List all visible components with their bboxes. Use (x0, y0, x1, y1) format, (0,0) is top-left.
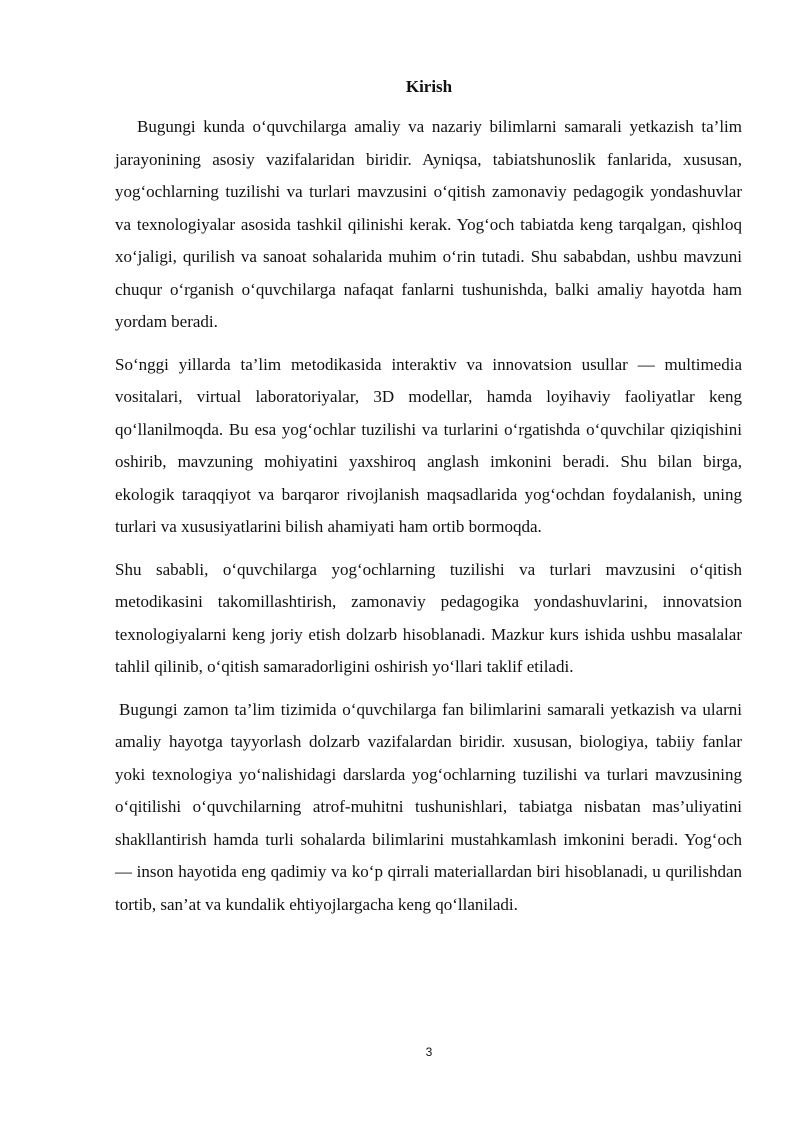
section-title: Kirish (405, 77, 453, 96)
page-number: 3 (425, 1045, 433, 1059)
paragraph-1: Bugungi kunda o‘quvchilarga amaliy va nazariy bilimlarni samarali yetkazish ta’lim jarayonining asosiy vazifalaridan biridir. Ayniqsa, tabiatshunoslik fanlarida, xususan, yog‘ochlarning tuzilishi va turlari mavzusini o‘qitish zamonaviy pedagogik yondashuvlar va texnologiyalar asosida tashkil qilinishi kerak. Yog‘och tabiatda keng tarqalgan, qishloq xo‘jaligi, qurilish va sanoat sohalarida muhim o‘rin tutadi. Shu sababdan, ushbu mavzuni chuqur o‘rganish o‘quvchilarga nafaqat fanlarni tushunishda, balki amaliy hayotda ham yordam beradi. (115, 117, 742, 331)
paragraph-3: Shu sababli, o‘quvchilarga yog‘ochlarning tuzilishi va turlari mavzusini o‘qitish metodikasini takomillashtirish, zamonaviy pedagogika yondashuvlarini, innovatsion texnologiyalarni keng joriy etish dolzarb hisoblanadi. Mazkur kurs ishida ushbu masalalar tahlil qilinib, o‘qitish samaradorligini oshirish yo‘llari taklif etiladi. (115, 559, 742, 676)
paragraph-4: Bugungi zamon ta’lim tizimida o‘quvchilarga fan bilimlarini samarali yetkazish va ularni amaliy hayotga tayyorlash dolzarb vazifalardan biridir. xususan, biologiya, tabiiy fanlar yoki texnologiya yo‘nalishidagi darslarda yog‘ochlarning tuzilishi va turlari mavzusining o‘qitilishi o‘quvchilarning atrof-muhitni tushunishlari, tabiatga nisbatan mas’uliyatini shakllantirish hamda turli sohalarda bilimlarini mustahkamlash imkonini beradi. Yog‘och — inson hayotida eng qadimiy va ko‘p qirrali materiallardan biri hisoblanadi, u qurilishdan tortib, san’at va kundalik ehtiyojlargacha keng qo‘llaniladi. (115, 699, 742, 914)
paragraph-2: So‘nggi yillarda ta’lim metodikasida interaktiv va innovatsion usullar — multimedia vositalari, virtual laboratoriyalar, 3D modellar, hamda loyihaviy faoliyatlar keng qo‘llanilmoqda. Bu esa yog‘ochlar tuzilishi va turlarini o‘rgatishda o‘quvchilar qiziqishini oshirib, mavzuning mohiyatini yaxshiroq anglash imkonini beradi. Shu bilan birga, ekologik taraqqiyot va barqaror rivojlanish maqsadlarida yog‘ochdan foydalanish, uning turlari va xususiyatlarini bilish ahamiyati ham ortib bormoqda. (115, 354, 742, 536)
body-text (115, 111, 742, 921)
